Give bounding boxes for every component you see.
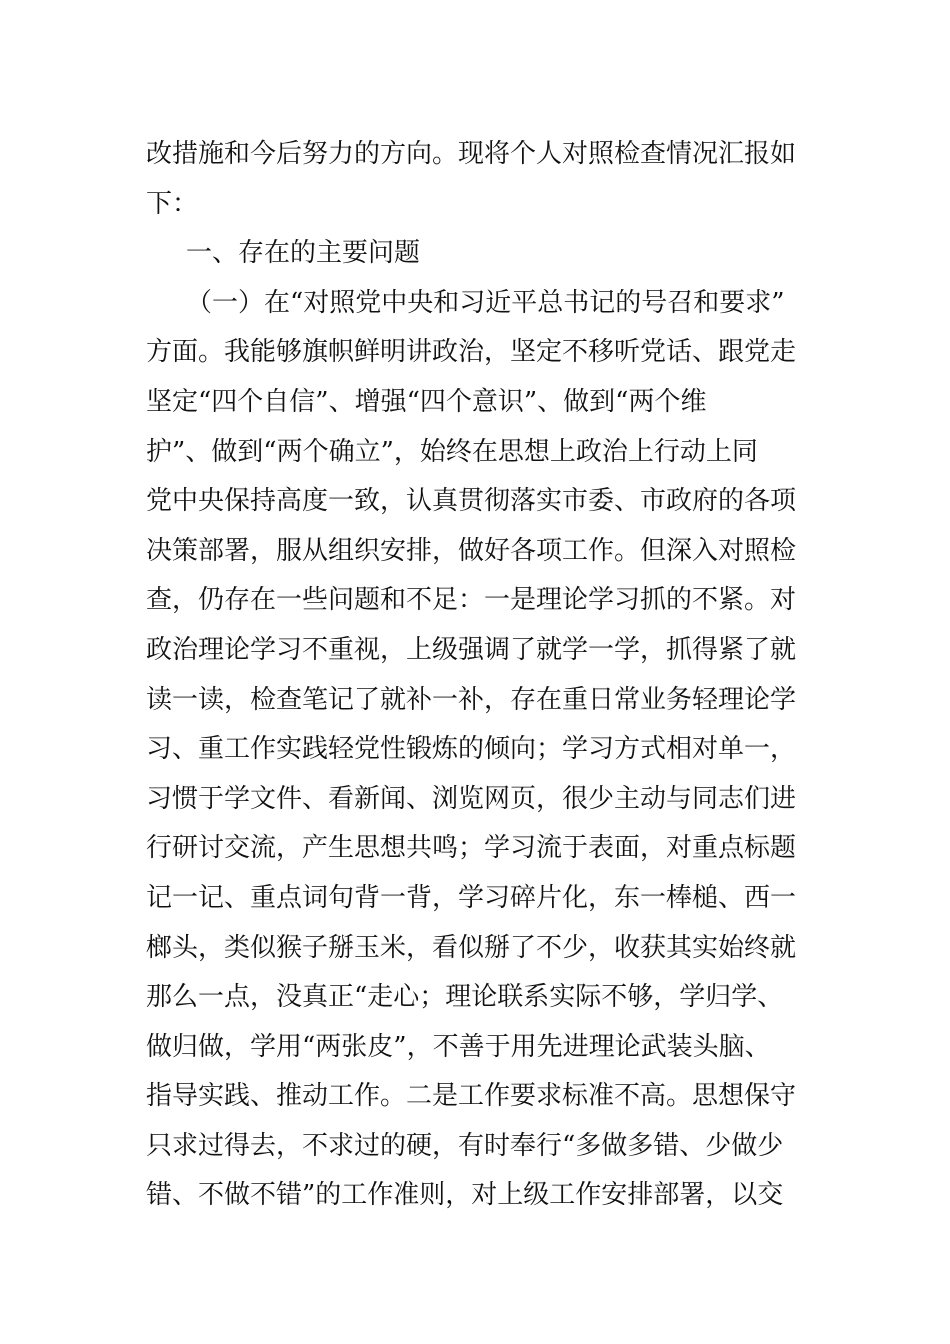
text-line: 错、不做不错”的工作准则，对上级工作安排部署，以交 [146, 1180, 784, 1211]
section-heading: 一、存在的主要问题 [186, 238, 421, 269]
text-line: 习、重工作实践轻党性锻炼的倾向；学习方式相对单一， [146, 734, 797, 765]
text-line: 坚定“四个自信”、增强“四个意识”、做到“两个维 [146, 386, 707, 417]
text-line: 记一记、重点词句背一背，学习碎片化，东一棒槌、西一 [146, 882, 797, 913]
text-line: 指导实践、推动工作。二是工作要求标准不高。思想保守 [146, 1081, 797, 1112]
text-line: 行研讨交流，产生思想共鸣；学习流于表面，对重点标题 [146, 833, 797, 864]
text-line: 查，仍存在一些问题和不足：一是理论学习抓的不紧。对 [146, 585, 797, 616]
document-body [146, 130, 810, 1221]
text-line: 习惯于学文件、看新闻、浏览网页，很少主动与同志们进 [146, 783, 797, 814]
text-line: 做归做，学用“两张皮”，不善于用先进理论武装头脑、 [146, 1031, 771, 1062]
text-line: 护”、做到“两个确立”，始终在思想上政治上行动上同 [146, 436, 758, 467]
text-line: 那么一点，没真正“走心；理论联系实际不够，学归学、 [146, 982, 784, 1013]
text-line: 改措施和今后努力的方向。现将个人对照检查情况汇报如 [146, 139, 797, 169]
subsection-heading: （一）在“对照党中央和习近平总书记的号召和要求” [186, 287, 785, 318]
text-line: 党中央保持高度一致，认真贯彻落实市委、市政府的各项 [146, 486, 797, 517]
text-line: 只求过得去，不求过的硬，有时奉行“多做多错、少做少 [146, 1130, 784, 1161]
text-line: 政治理论学习不重视，上级强调了就学一学，抓得紧了就 [146, 634, 797, 665]
text-line: 下： [146, 188, 199, 219]
text-line: 榔头，类似猴子掰玉米，看似掰了不少，收获其实始终就 [146, 932, 797, 963]
text-line: 决策部署，服从组织安排，做好各项工作。但深入对照检 [146, 535, 797, 566]
text-line: 方面。我能够旗帜鲜明讲政治，坚定不移听党话、跟党走 [146, 337, 797, 368]
text-line: 读一读，检查笔记了就补一补，存在重日常业务轻理论学 [146, 684, 797, 715]
